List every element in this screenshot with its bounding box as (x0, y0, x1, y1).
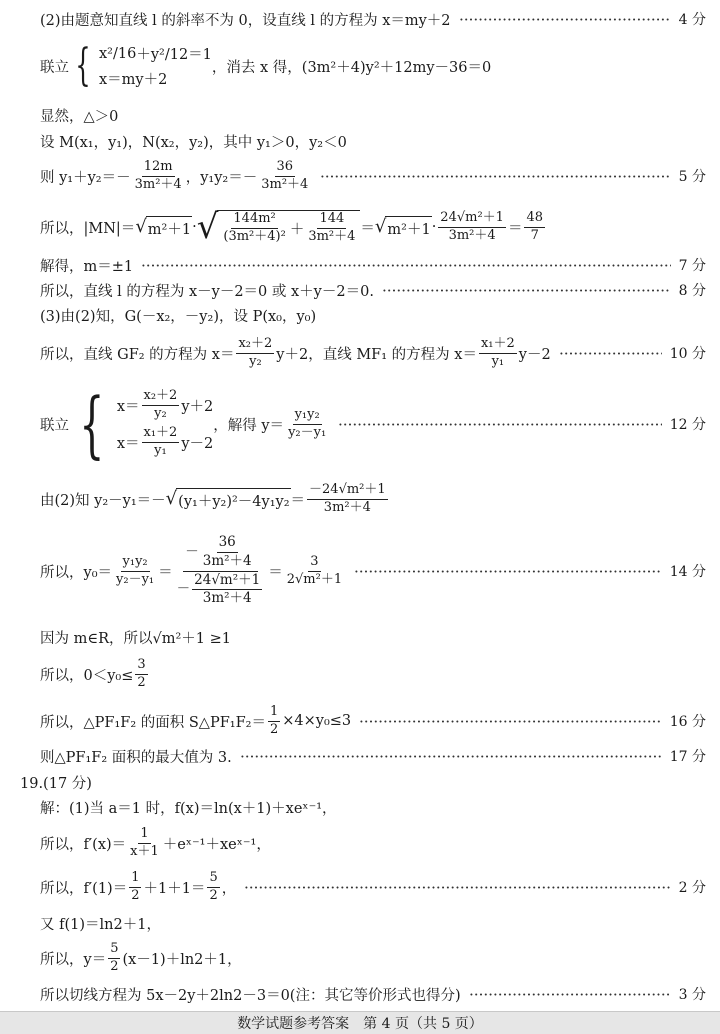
fraction: $\frac{1}{2}$ (269, 703, 279, 737)
fraction: $\frac{\text{x₁＋2}}{\text{y₁}}$ (480, 335, 515, 369)
line-2: 联立 { x²/16 ＋y²/12＝1 x＝my＋2 ，消去 x 得，(3m²＋4)y²＋12my－36＝0 (40, 40, 492, 91)
fraction: $\frac{\text{x₂＋2}}{\text{y₂}}$ (143, 388, 178, 422)
system-row: x²/16 ＋y²/12＝1 (99, 45, 212, 63)
fraction: $\frac{1}{2}$ (131, 869, 140, 903)
leader-dots (354, 570, 662, 573)
fraction: $\frac{3}{\text{2√m²＋1}}$ (286, 553, 343, 587)
line-5: 则 y₁＋y₂＝－ $\frac{12m}{\text{3m²＋4}}$ ，y₁y₂＝－ $\frac{36}{\text{3m²＋4}}$ 5 分 (40, 158, 706, 192)
score: 7 分 (678, 258, 706, 274)
leader-dots (320, 175, 670, 178)
fraction: $\frac{36}{\text{3m²＋4}}$ (261, 158, 309, 192)
leader-dots (240, 755, 662, 758)
fraction: $\frac{\text{144m²}}{\text{(3m²＋4)²}}$ (223, 210, 286, 244)
line-17: 则△PF₁F₂ 面积的最大值为 3. 17 分 (40, 745, 706, 767)
line-10: 所以，直线 GF₂ 的方程为 x＝ $\frac{\text{x₂＋2}}{\text{y₂}}$ y＋2，直线 MF₁ 的方程为 x＝ $\frac{\text{x₁＋2}}{\text{y₁}}$ y－2 10 分 (40, 335, 706, 369)
line-23: 所以，y＝ $\frac{5}{2}$ (x－1)＋ln2＋1， (40, 940, 242, 974)
line-11: 联立 { x＝ $\frac{\text{x₂＋2}}{\text{y₂}}$ y＋2 x＝ $\frac{\text{x₁＋2}}{\text{y₁}}$ y－2 ，解得 y＝ $\frac{\text{y₁y₂}}{\text{y₂－y₁}}$ 12 分 (40, 382, 706, 466)
score: 8 分 (678, 283, 706, 299)
fraction: $\frac{\text{x₁＋2}}{\text{y₁}}$ (143, 425, 178, 458)
score: 10 分 (669, 346, 706, 362)
line-4: 设 M(x₁，y₁)，N(x₂，y₂)，其中 y₁＞0，y₂＜0 (40, 134, 347, 151)
equation-system: { x＝ $\frac{\text{x₂＋2}}{\text{y₂}}$ y＋2 x＝ $\frac{\text{x₁＋2}}{\text{y₁}}$ y－2 (79, 382, 214, 466)
line-8: 所以，直线 l 的方程为 x－y－2＝0 或 x＋y－2＝0. 8 分 (40, 279, 706, 301)
fraction: $\frac{\text{y₁y₂}}{\text{y₂－y₁}}$ (288, 406, 327, 440)
line-12: 由(2)知 y₂－y₁＝－ √ (y₁＋y₂)²－4y₁y₂ ＝ $\frac{\text{－24√m²＋1}}{\text{3m²＋4}}$ (40, 481, 386, 515)
line-21: 所以，f′(1)＝ $\frac{1}{2}$ ＋1＋1＝ $\frac{5}{2}$ ， 2 分 (40, 869, 706, 903)
score: 4 分 (678, 12, 706, 28)
fraction: $\frac{144}{\text{3m²＋4}}$ (308, 210, 356, 244)
leader-dots (382, 289, 671, 292)
system-row: x＝my＋2 (99, 72, 168, 88)
fraction: $\frac{5}{2}$ (209, 869, 218, 903)
leader-dots (141, 264, 671, 267)
line-15: 所以，0＜y₀≤ $\frac{3}{2}$ (40, 656, 146, 690)
fraction: $\frac{\text{－24√m²＋1}}{\text{3m²＋4}}$ (309, 481, 386, 515)
line-13: 所以，y₀＝ $\frac{\text{y₁y₂}}{\text{y₂－y₁}}$ ＝ － $\frac{36}{\text{3m²＋4}}$ － $\frac{\text{24√m²＋1}}{\text{3m²＋4}}$ ＝ $\frac{3}{\text{2√m²＋1}}$ 14 分 (40, 534, 706, 607)
line-24: 所以切线方程为 5x－2y＋2ln2－3＝0(注：其它等价形式也得分) 3 分 (40, 983, 706, 1005)
fraction: $\frac{3}{2}$ (137, 656, 146, 690)
fraction: $\frac{12m}{\text{3m²＋4}}$ (134, 158, 182, 192)
score: 16 分 (669, 714, 706, 730)
line-20: 所以，f′(x)＝ $\frac{1}{x+1}$ ＋eˣ⁻¹＋xeˣ⁻¹， (40, 825, 271, 859)
leader-dots (559, 352, 662, 355)
fraction: $\frac{\text{y₁y₂}}{\text{y₂－y₁}}$ (116, 553, 155, 587)
line-6: 所以，|MN|＝ √ m²＋1 · √ $\frac{\text{144m²}}{\text{(3m²＋4)²}}$ ＋ $\frac{144}{\text{3m²＋4}}$ ＝ √ m²＋1 · $\frac{\text{24√m²＋1}}{\text{3m²＋4}}$ ＝ $\frac{48}{7}$ (40, 207, 543, 247)
line-7: 解得，m＝±1 7 分 (40, 254, 706, 276)
leader-dots (469, 993, 671, 996)
fraction: $\frac{5}{2}$ (110, 940, 119, 974)
leader-dots (244, 886, 670, 889)
line-14: 因为 m∈R，所以√m²＋1 ≥1 (40, 630, 232, 647)
line-9: (3)由(2)知，G(－x₂，－y₂)，设 P(x₀，y₀) (40, 308, 317, 325)
system-row: x＝ $\frac{\text{x₁＋2}}{\text{y₁}}$ y－2 (116, 425, 214, 458)
square-root: √ m²＋1 (374, 216, 431, 238)
line-19: 解：(1)当 a＝1 时，f(x)＝ln(x＋1)＋xeˣ⁻¹， (40, 800, 337, 817)
square-root: √ $\frac{\text{144m²}}{\text{(3m²＋4)²}}$ ＋ $\frac{144}{\text{3m²＋4}}$ (197, 210, 361, 245)
line-16: 所以，△PF₁F₂ 的面积 S△PF₁F₂＝ $\frac{1}{2}$ ×4×y₀≤3 16 分 (40, 703, 706, 737)
page-footer: 数学试题参考答案 第 4 页（共 5 页） (237, 1016, 483, 1032)
line-1: (2)由题意知直线 l 的斜率不为 0，设直线 l 的方程为 x＝my＋2 4 分 (40, 8, 706, 30)
square-root: √ (y₁＋y₂)²－4y₁y₂ (165, 488, 290, 510)
fraction: $\frac{\text{24√m²＋1}}{\text{3m²＋4}}$ (440, 209, 504, 243)
square-root: √ m²＋1 (135, 216, 192, 238)
leader-dots (338, 423, 662, 426)
line-3: 显然，△＞0 (40, 108, 119, 125)
score: 12 分 (669, 417, 706, 433)
fraction: $\frac{1}{x+1}$ (130, 825, 159, 859)
fraction: $\frac{48}{7}$ (526, 209, 543, 243)
score: 3 分 (678, 987, 706, 1003)
fraction: $\frac{\text{x₂＋2}}{\text{y₂}}$ (238, 335, 273, 369)
leader-dots (459, 18, 671, 21)
line-22: 又 f(1)＝ln2＋1， (40, 916, 161, 933)
score: 14 分 (669, 564, 706, 580)
fraction: $\frac{36}{\text{3m²＋4}}$ (202, 534, 252, 569)
score: 5 分 (678, 169, 706, 185)
fraction: $\frac{\text{24√m²＋1}}{\text{3m²＋4}}$ (194, 571, 261, 607)
question-number: 19.(17 分) (20, 775, 92, 792)
score: 17 分 (669, 749, 706, 765)
system-row: x＝ $\frac{\text{x₂＋2}}{\text{y₂}}$ y＋2 (116, 388, 214, 422)
compound-fraction: － $\frac{36}{\text{3m²＋4}}$ － $\frac{\text{24√m²＋1}}{\text{3m²＋4}}$ (176, 534, 261, 607)
equation-system: { x²/16 ＋y²/12＝1 x＝my＋2 (75, 40, 212, 91)
score: 2 分 (678, 880, 706, 896)
leader-dots (359, 720, 662, 723)
